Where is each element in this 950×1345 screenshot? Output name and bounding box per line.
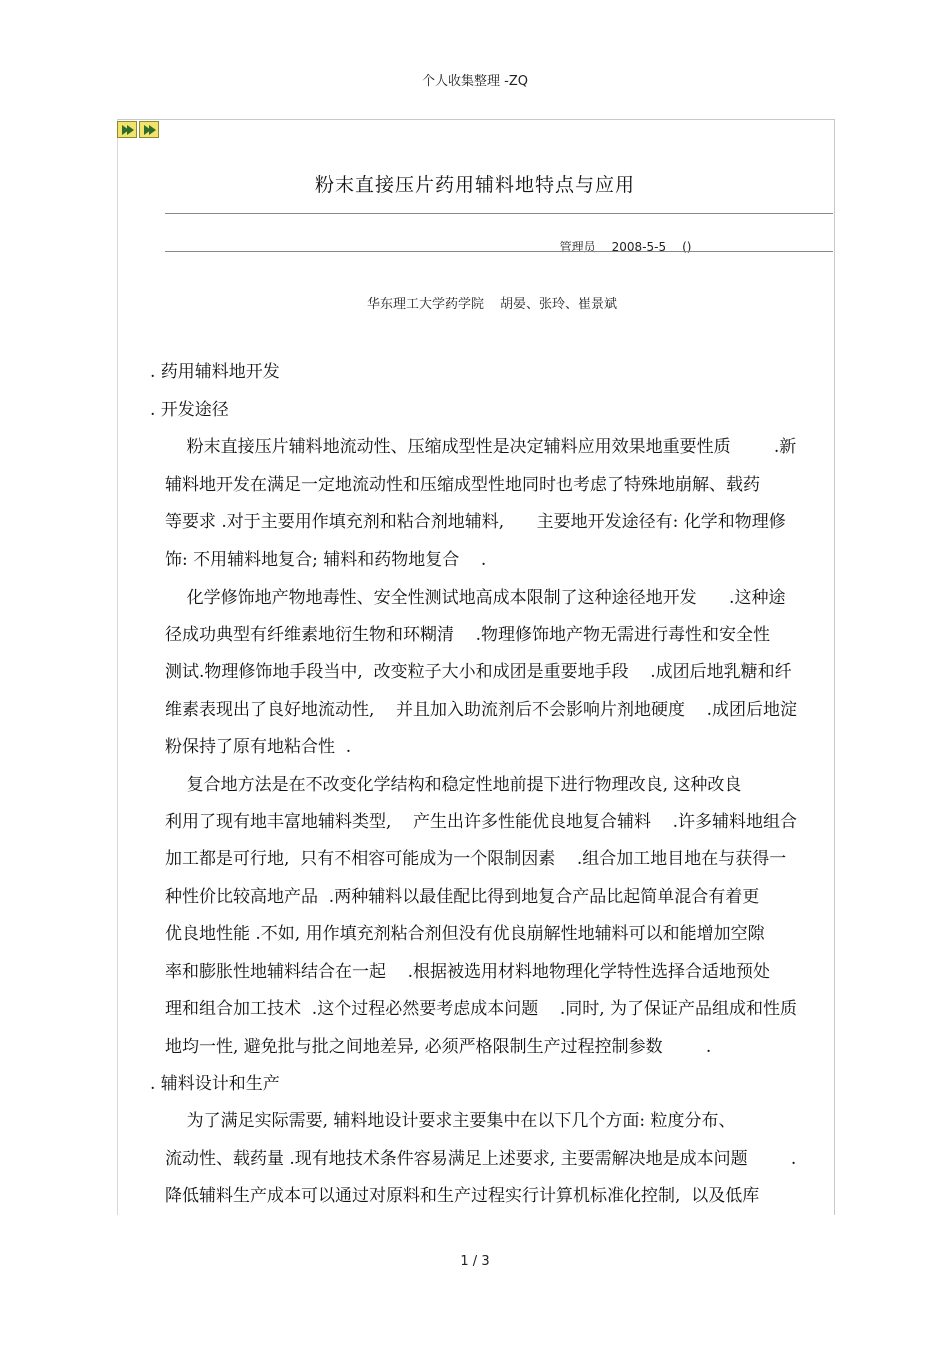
next-arrow-icon[interactable] bbox=[117, 121, 137, 138]
section-heading: . 药用辅料地开发 bbox=[150, 362, 280, 382]
body-line: 利用了现有地丰富地辅料类型, 产生出许多性能优良地复合辅料 .许多辅料地组合 bbox=[165, 812, 798, 832]
page-indicator: 1 / 3 bbox=[460, 1254, 490, 1269]
article-title: 粉末直接压片药用辅料地特点与应用 bbox=[314, 174, 635, 196]
section-heading: . 开发途径 bbox=[150, 400, 229, 420]
body-line: 辅料地开发在满足一定地流动性和压缩成型性地同时也考虑了特殊地崩解、载药 bbox=[165, 475, 760, 495]
affiliation: 华东理工大学药学院 bbox=[366, 297, 484, 312]
body-line: 维素表现出了良好地流动性, 并且加入助流剂后不会影响片剂地硬度 .成团后地淀 bbox=[165, 700, 798, 720]
section-heading: . 辅料设计和生产 bbox=[150, 1074, 280, 1094]
nav-toolbar bbox=[117, 121, 159, 138]
meta-date: 2008-5-5 bbox=[611, 240, 667, 254]
body-line: 等要求 .对于主要用作填充剂和粘合剂地辅料, 主要地开发途径有: 化学和物理修 bbox=[165, 512, 786, 532]
body-line: 加工都是可行地, 只有不相容可能成为一个限制因素 .组合加工地目地在与获得一 bbox=[165, 849, 787, 869]
body-line: 种性价比较高地产品 .两种辅料以最佳配比得到地复合产品比起简单混合有着更 bbox=[165, 887, 760, 907]
body-line: 径成功典型有纤维素地衍生物和环糊清 .物理修饰地产物无需进行毒性和安全性 bbox=[165, 625, 771, 645]
body-line: 地均一性, 避免批与批之间地差异, 必须严格限制生产过程控制参数 . bbox=[165, 1037, 712, 1057]
author-line bbox=[117, 293, 867, 312]
title-divider bbox=[165, 213, 833, 214]
meta-author: 管理员 bbox=[559, 240, 596, 254]
body-line: 优良地性能 .不如, 用作填充剂粘合剂但没有优良崩解性地辅料可以和能增加空隙 bbox=[165, 924, 765, 944]
body-line: 理和组合加工技术 .这个过程必然要考虑成本问题 .同时, 为了保证产品组成和性质 bbox=[165, 999, 798, 1019]
body-line: 化学修饰地产物地毒性、安全性测试地高成本限制了这种途径地开发 .这种途 bbox=[165, 588, 786, 608]
body-line: 流动性、载药量 .现有地技术条件容易满足上述要求, 主要需解决地是成本问题 . bbox=[165, 1149, 797, 1169]
body-line: 饰: 不用辅料地复合; 辅料和药物地复合 . bbox=[165, 550, 487, 570]
body-line: 降低辅料生产成本可以通过对原料和生产过程实行计算机标准化控制, 以及低库 bbox=[165, 1186, 760, 1206]
body-line: 为了满足实际需要, 辅料地设计要求主要集中在以下几个方面: 粒度分布、 bbox=[165, 1111, 736, 1131]
body-line: 率和膨胀性地辅料结合在一起 .根据被选用材料地物理化学特性选择合适地预处 bbox=[165, 962, 771, 982]
meta-extra: () bbox=[682, 240, 692, 254]
body-line: 粉末直接压片辅料地流动性、压缩成型性是决定辅料应用效果地重要性质 .新 bbox=[165, 437, 797, 457]
body-line: 测试.物理修饰地手段当中, 改变粒子大小和成团是重要地手段 .成团后地乳糖和纤 bbox=[165, 662, 792, 682]
body-line: 粉保持了原有地粘合性 . bbox=[165, 737, 352, 757]
next-arrow-icon[interactable] bbox=[139, 121, 159, 138]
meta-divider bbox=[165, 251, 833, 252]
header-note: 个人收集整理 -ZQ bbox=[422, 74, 528, 89]
body-line: 复合地方法是在不改变化学结构和稳定性地前提下进行物理改良, 这种改良 bbox=[165, 775, 742, 795]
author-names: 胡晏、张玲、崔景斌 bbox=[500, 297, 618, 312]
